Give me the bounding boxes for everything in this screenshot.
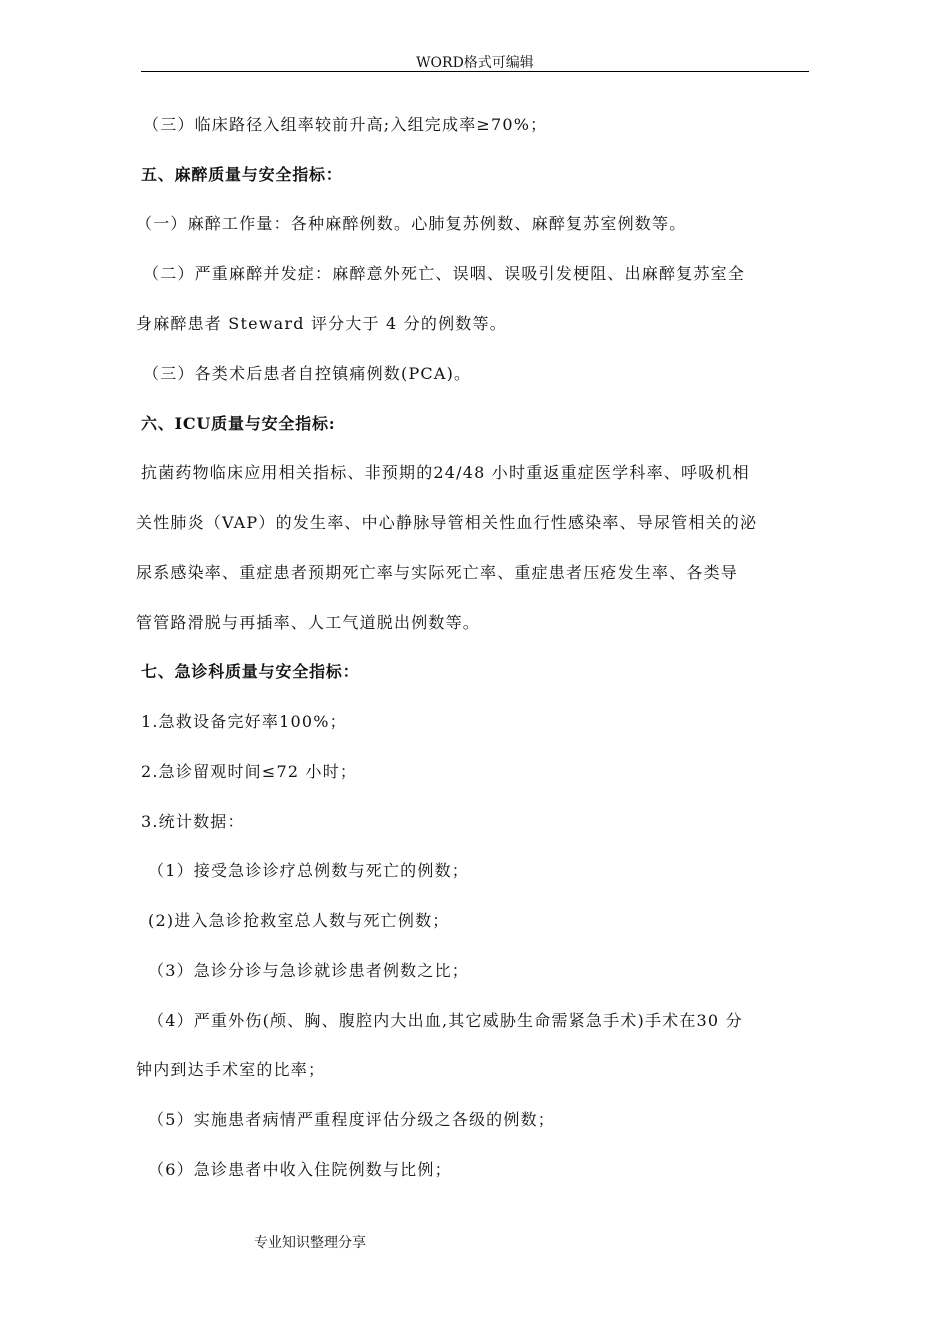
text-line: （一）麻醉工作量：各种麻醉例数。心肺复苏例数、麻醉复苏室例数等。 [136,214,687,233]
text-line: （3）急诊分诊与急诊就诊患者例数之比； [148,961,469,980]
text-line: （三）临床路径入组率较前升高;入组完成率≥70%； [143,115,548,134]
text-line: （二）严重麻醉并发症：麻醉意外死亡、误咽、误吸引发梗阻、出麻醉复苏室全 [143,264,746,283]
text-line: （4）严重外伤(颅、胸、腹腔内大出血,其它威胁生命需紧急手术)手术在30 分 [148,1011,743,1030]
text-line: （6）急诊患者中收入住院例数与比例； [148,1160,452,1179]
text-line: 管管路滑脱与再插率、人工气道脱出例数等。 [136,613,481,632]
text-line: 1.急救设备完好率100%； [141,712,347,731]
page-header: WORD格式可编辑 [416,55,534,71]
header-rule [141,71,809,72]
text-line: （三）各类术后患者自控镇痛例数(PCA)。 [143,364,472,383]
text-line: 关性肺炎（VAP）的发生率、中心静脉导管相关性血行性感染率、导尿管相关的泌 [136,513,758,532]
text-line: （1）接受急诊诊疗总例数与死亡的例数； [148,861,469,880]
text-line: 钟内到达手术室的比率； [136,1060,326,1079]
section-heading: 五、麻醉质量与安全指标： [141,165,343,184]
section-heading: 六、ICU质量与安全指标: [141,414,336,433]
text-line: 2.急诊留观时间≤72 小时； [141,762,358,781]
text-line: （5）实施患者病情严重程度评估分级之各级的例数； [148,1110,555,1129]
section-heading: 七、急诊科质量与安全指标： [141,662,360,681]
text-line: 抗菌药物临床应用相关指标、非预期的24/48 小时重返重症医学科率、呼吸机相 [141,463,750,482]
text-line: 尿系感染率、重症患者预期死亡率与实际死亡率、重症患者压疮发生率、各类导 [136,563,739,582]
text-line: 身麻醉患者 Steward 评分大于 4 分的例数等。 [136,314,507,333]
page-footer: 专业知识整理分享 [254,1235,366,1251]
text-line: (2)进入急诊抢救室总人数与死亡例数； [148,911,450,930]
text-line: 3.统计数据： [141,812,245,831]
